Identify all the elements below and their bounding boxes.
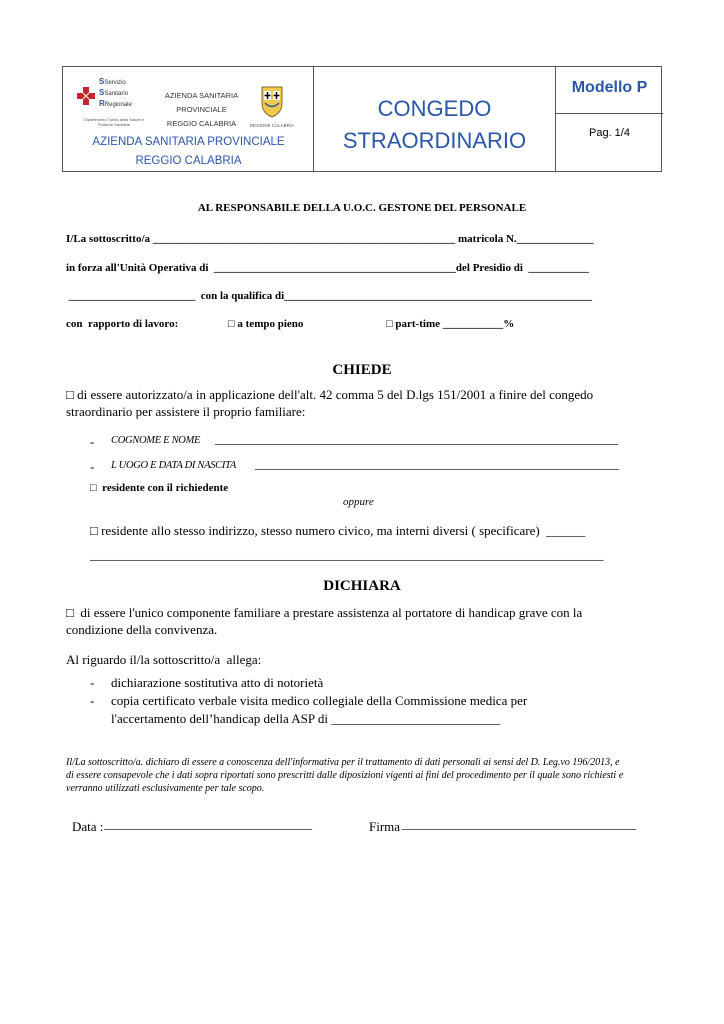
resident-with-checkbox[interactable]: □ residente con il richiedente xyxy=(90,482,229,494)
model-top xyxy=(556,67,663,114)
qualifica-field[interactable]: _______________________ con la qualifica di________________________________________________________ xyxy=(66,290,593,302)
birth-label: L UOGO E DATA DI NASCITA xyxy=(111,460,236,471)
ssr-department: Dipartimento Tutela della Salute e Politiche Sanitarie xyxy=(83,117,145,127)
date-input-line[interactable]: ________________________________ xyxy=(104,816,312,831)
signer-field[interactable]: I/La sottoscritto/a _______________________________________________________ matricola N.______________ xyxy=(66,233,594,245)
asp-small-name xyxy=(149,89,254,131)
document-header xyxy=(62,66,662,172)
asp-name xyxy=(63,133,314,171)
title-line-1: CONGEDO xyxy=(377,96,492,121)
regione-calabria-crest-icon xyxy=(259,83,285,119)
dash-item-2: - xyxy=(90,693,95,708)
title-line-2: STRAORDINARIO xyxy=(342,128,527,153)
model-cell xyxy=(556,67,663,171)
birth-input-line[interactable]: ________________________________________________________ xyxy=(255,456,619,471)
logo-cell xyxy=(63,67,314,171)
attachment-item-2-cont[interactable]: l'accertamento dell’handicap della ASP di __________________________ xyxy=(111,711,501,726)
signature-label: Firma xyxy=(369,819,401,834)
dichiara-checkbox-text[interactable]: □ di essere l'unico componente familiare a prestare assistenza al portatore di handicap grave con la xyxy=(66,605,583,620)
model-label: Modello P xyxy=(571,79,648,96)
logo-area xyxy=(69,73,309,133)
recipient-line: AL RESPONSABILE DELLA U.O.C. GESTONE DEL PERSONALE xyxy=(197,202,527,214)
unit-field[interactable]: in forza all'Unità Operativa di ____________________________________________del Presidio di ___________ xyxy=(66,262,589,274)
full-time-checkbox[interactable]: □ a tempo pieno xyxy=(228,318,304,330)
signature-input-line[interactable]: ____________________________________ xyxy=(402,816,636,831)
asp-line-1: AZIENDA SANITARIA PROVINCIALE xyxy=(92,136,285,148)
name-input-line[interactable]: ______________________________________________________________ xyxy=(215,431,618,446)
dichiara-text-cont: condizione della convivenza. xyxy=(66,622,218,637)
ssr-text: SServizio SSanitario RRegionale xyxy=(99,77,132,108)
title-cell xyxy=(314,67,556,171)
asp-small-line-2: REGGIO CALABRIA xyxy=(166,119,237,128)
name-label: COGNOME E NOME xyxy=(111,435,201,446)
part-time-checkbox[interactable]: □ part-time ___________% xyxy=(386,318,515,330)
dash-name: - xyxy=(90,434,95,449)
document-title xyxy=(314,93,555,157)
asp-line-2: REGGIO CALABRIA xyxy=(135,155,242,167)
page-number: Pag. 1/4 xyxy=(589,127,630,139)
chiede-text-cont: straordinario per assistere il proprio familiare: xyxy=(66,404,306,419)
date-label: Data : xyxy=(72,819,104,834)
dash-birth: - xyxy=(90,459,95,474)
ssr-logo xyxy=(75,77,147,119)
resident-same-checkbox[interactable]: □ residente allo stesso indirizzo, stesso numero civico, ma interni diversi ( specificare) ______ xyxy=(90,523,586,538)
attachment-item-2: copia certificato verbale visita medico collegiale della Commissione medica per xyxy=(111,693,528,708)
ssr-line-2: Sanitario xyxy=(104,91,129,97)
rapporto-label: con rapporto di lavoro: xyxy=(66,318,179,330)
privacy-disclaimer: Il/La sottoscritto/a. dichiaro di essere a conoscenza dell'informativa per il trattamento di dati personali ai sensi del D. Leg.vo 196/2013, e di essere consapevole che i dati sopra riportati sono prescritti dalle diposizioni vigenti ai fini del procedimento per il quale sono richiesti e verranno utilizzati esclusivamente per tale scopo. xyxy=(66,757,624,794)
chiede-heading: CHIEDE xyxy=(332,362,392,378)
specify-input-line[interactable]: _______________________________________________________________________________ xyxy=(90,547,604,562)
ssr-line-1: Servizio xyxy=(104,80,126,86)
allega-text: Al riguardo il/la sottoscritto/a allega: xyxy=(66,652,262,667)
dichiara-heading: DICHIARA xyxy=(323,578,401,594)
regione-calabria-label: REGIONE CALABRIA xyxy=(249,123,295,128)
chiede-checkbox-text[interactable]: □ di essere autorizzato/a in applicazione dell'alt. 42 comma 5 del D.lgs 151/2001 a finire del congedo xyxy=(66,387,594,402)
red-cross-icon xyxy=(77,87,95,105)
dash-item-1: - xyxy=(90,675,95,690)
oppure-text: oppure xyxy=(343,496,374,508)
ssr-line-3: Regionale xyxy=(104,102,132,108)
asp-small-line-1: AZIENDA SANITARIA PROVINCIALE xyxy=(164,91,239,114)
attachment-item-1: dichiarazione sostitutiva atto di notorietà xyxy=(111,675,324,690)
